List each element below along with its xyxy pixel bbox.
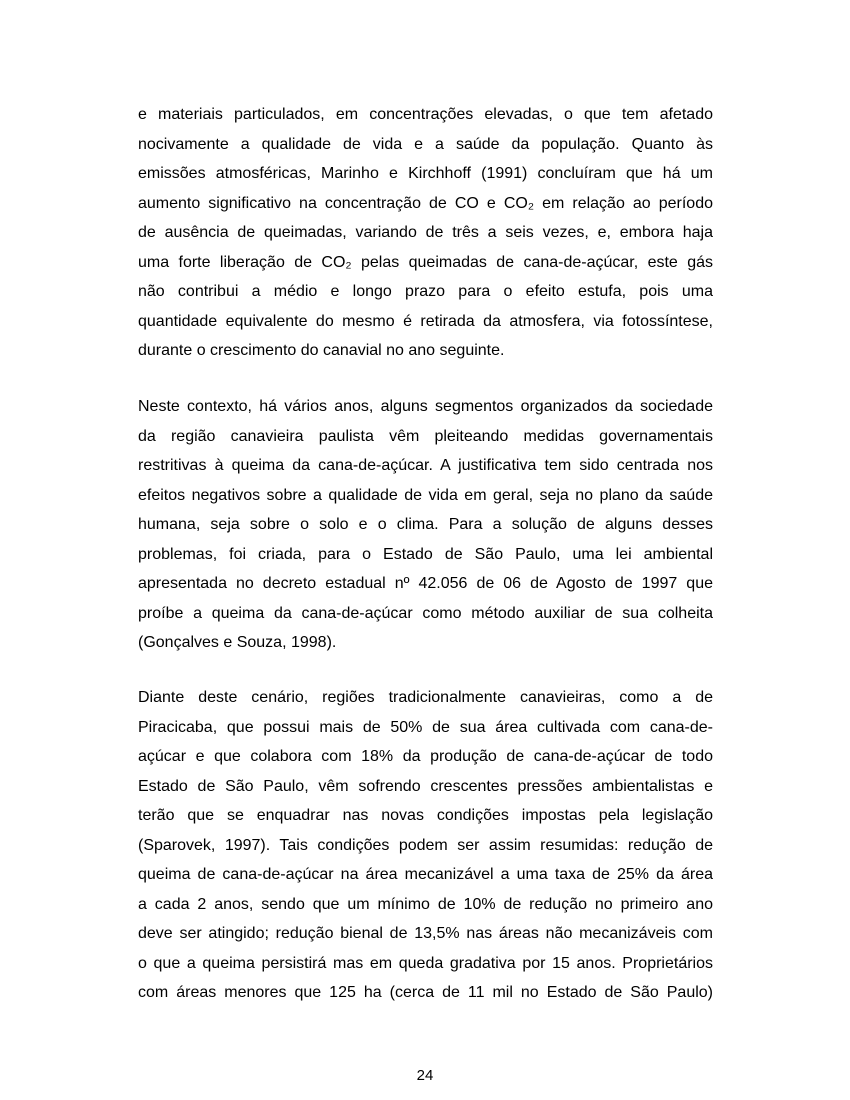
text-line: o que a queima persistirá mas em queda gradativa por 15 anos. Proprietários bbox=[138, 954, 713, 972]
text-line: humana, seja sobre o solo e o clima. Para a solução de alguns desses bbox=[138, 516, 713, 533]
text-line: (Sparovek, 1997). Tais condições podem ser assim resumidas: redução de bbox=[138, 836, 713, 854]
text-line: de ausência de queimadas, variando de três a seis vezes, e, embora haja bbox=[138, 224, 713, 241]
text-line: açúcar e que colabora com 18% da produção de cana-de-açúcar de todo bbox=[138, 748, 713, 765]
text-line: queima de cana-de-açúcar na área mecanizável a uma taxa de 25% da área bbox=[138, 866, 713, 883]
text-line: efeitos negativos sobre a qualidade de vida em geral, seja no plano da saúde bbox=[138, 486, 713, 504]
text-line: quantidade equivalente do mesmo é retirada da atmosfera, via fotossíntese, bbox=[138, 312, 713, 330]
text-line: nocivamente a qualidade de vida e a saúde da população. Quanto às bbox=[138, 135, 713, 153]
text-line: com áreas menores que 125 ha (cerca de 11 mil no Estado de São Paulo) bbox=[138, 984, 713, 1001]
text-line: restritivas à queima da cana-de-açúcar. A justificativa tem sido centrada nos bbox=[138, 457, 713, 474]
paragraph-1 bbox=[138, 100, 713, 366]
text-line: Diante deste cenário, regiões tradicionalmente canavieiras, como a de bbox=[138, 689, 713, 706]
text-line: Piracicaba, que possui mais de 50% de sua área cultivada com cana-de- bbox=[138, 718, 713, 736]
paragraph-3 bbox=[138, 683, 713, 1008]
paragraph-2 bbox=[138, 392, 713, 658]
text-line: não contribui a médio e longo prazo para o efeito estufa, pois uma bbox=[138, 283, 713, 300]
text-line: deve ser atingido; redução bienal de 13,5% nas áreas não mecanizáveis com bbox=[138, 925, 713, 942]
text-line: a cada 2 anos, sendo que um mínimo de 10% de redução no primeiro ano bbox=[138, 895, 713, 913]
text-line: da região canavieira paulista vêm pleiteando medidas governamentais bbox=[138, 427, 713, 445]
text-line: apresentada no decreto estadual nº 42.056 de 06 de Agosto de 1997 que bbox=[138, 575, 713, 592]
text-line: terão que se enquadrar nas novas condições impostas pela legislação bbox=[138, 807, 713, 824]
page-number: 24 bbox=[416, 1067, 434, 1084]
text-line: problemas, foi criada, para o Estado de São Paulo, uma lei ambiental bbox=[138, 545, 713, 563]
text-line: Neste contexto, há vários anos, alguns segmentos organizados da sociedade bbox=[138, 398, 713, 415]
text-line: uma forte liberação de CO₂ pelas queimadas de cana-de-açúcar, este gás bbox=[138, 253, 713, 271]
text-line: durante o crescimento do canavial no ano seguinte. bbox=[138, 342, 505, 359]
text-line: proíbe a queima da cana-de-açúcar como método auxiliar de sua colheita bbox=[138, 604, 713, 622]
text-line: aumento significativo na concentração de CO e CO₂ em relação ao período bbox=[138, 194, 713, 212]
text-line: e materiais particulados, em concentrações elevadas, o que tem afetado bbox=[138, 106, 713, 123]
text-line: (Gonçalves e Souza, 1998). bbox=[138, 634, 337, 651]
text-line: Estado de São Paulo, vêm sofrendo crescentes pressões ambientalistas e bbox=[138, 777, 713, 795]
text-line: emissões atmosféricas, Marinho e Kirchhoff (1991) concluíram que há um bbox=[138, 165, 713, 182]
